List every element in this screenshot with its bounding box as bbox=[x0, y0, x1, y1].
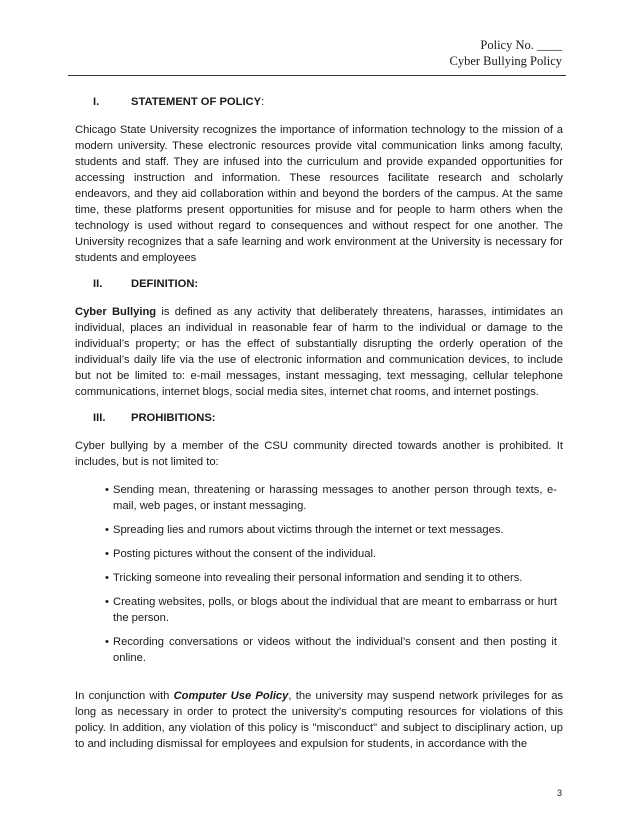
document-body bbox=[75, 94, 563, 762]
list-item: • Posting pictures without the consent of the individual. bbox=[105, 548, 377, 560]
list-item: • Tricking someone into revealing their personal information and sending it to others. bbox=[105, 572, 523, 584]
prohibitions-list bbox=[75, 482, 563, 666]
section-title: STATEMENT OF POLICY: bbox=[131, 96, 265, 108]
bullet: • bbox=[105, 484, 109, 496]
header-divider bbox=[68, 75, 566, 76]
section-number: II. bbox=[93, 278, 103, 290]
defined-term: Cyber Bullying bbox=[75, 306, 157, 318]
page-number: 3 bbox=[557, 788, 563, 798]
list-item: • Recording conversations or videos without the individual’s consent and then posting it online. bbox=[105, 636, 557, 664]
statement-paragraph: Chicago State University recognizes the importance of information technology to the mission of a modern university. These electronic resources provide vital communication links among faculty, students and staff. They are infused into the curriculum and provide expanded opportunities for accessing instruction and information. These resources facilitate research and scholarly endeavors, and they aid collaboration within and beyond the borders of the campus. At the same time, these platforms present opportunities for misuse and for people to harm others when the technology is used without regard to consequences and without respect for one another. The University recognizes that a safe learning and work environment at the University is necessary for students and employees bbox=[75, 124, 563, 264]
section-title: DEFINITION: bbox=[131, 278, 199, 290]
list-item: • Spreading lies and rumors about victims through the internet or text messages. bbox=[105, 524, 504, 536]
closing-paragraph: In conjunction with Computer Use Policy, the university may suspend network privileges for as long as necessary in order to protect the university's computing resources for violations of this policy. In addition, any violation of this policy is "misconduct" and subject to disciplinary action, up to and including dismissal for employees and expulsion for students, in accordance with the bbox=[75, 690, 564, 750]
bullet: • bbox=[105, 636, 109, 648]
section-heading-definition bbox=[93, 276, 563, 292]
bullet: • bbox=[105, 596, 109, 608]
policy-number: Policy No. ____ bbox=[480, 38, 562, 52]
bullet: • bbox=[105, 524, 109, 536]
section-number: III. bbox=[93, 412, 106, 424]
section-number: I. bbox=[93, 96, 100, 108]
section-heading-prohibitions bbox=[93, 410, 563, 426]
page-header bbox=[450, 37, 563, 69]
bullet: • bbox=[105, 548, 109, 560]
policy-reference: Computer Use Policy bbox=[173, 690, 289, 702]
prohibitions-intro: Cyber bullying by a member of the CSU community directed towards another is prohibited. It includes, but is not limited to: bbox=[75, 440, 563, 468]
list-item: • Creating websites, polls, or blogs about the individual that are meant to embarrass or hurt the person. bbox=[105, 596, 557, 624]
list-item: • Sending mean, threatening or harassing messages to another person through texts, e-mail, web pages, or instant messaging. bbox=[105, 484, 557, 512]
bullet: • bbox=[105, 572, 109, 584]
definition-paragraph: Cyber Bullying is defined as any activity that deliberately threatens, harasses, intimidates an individual, places an individual in reasonable fear of harm to the individual or damage to the individual’s property; or has the effect of substantially disrupting the orderly operation of the individual’s daily life via the use of electronic information and communication devices, to include but not be limited to: e-mail messages, instant messaging, text messaging, cellular telephone communications, internet blogs, social media sites, internet chat rooms, and internet postings. bbox=[75, 306, 563, 398]
policy-title: Cyber Bullying Policy bbox=[449, 54, 562, 68]
section-heading-statement bbox=[93, 94, 563, 110]
section-title: PROHIBITIONS: bbox=[131, 412, 216, 424]
